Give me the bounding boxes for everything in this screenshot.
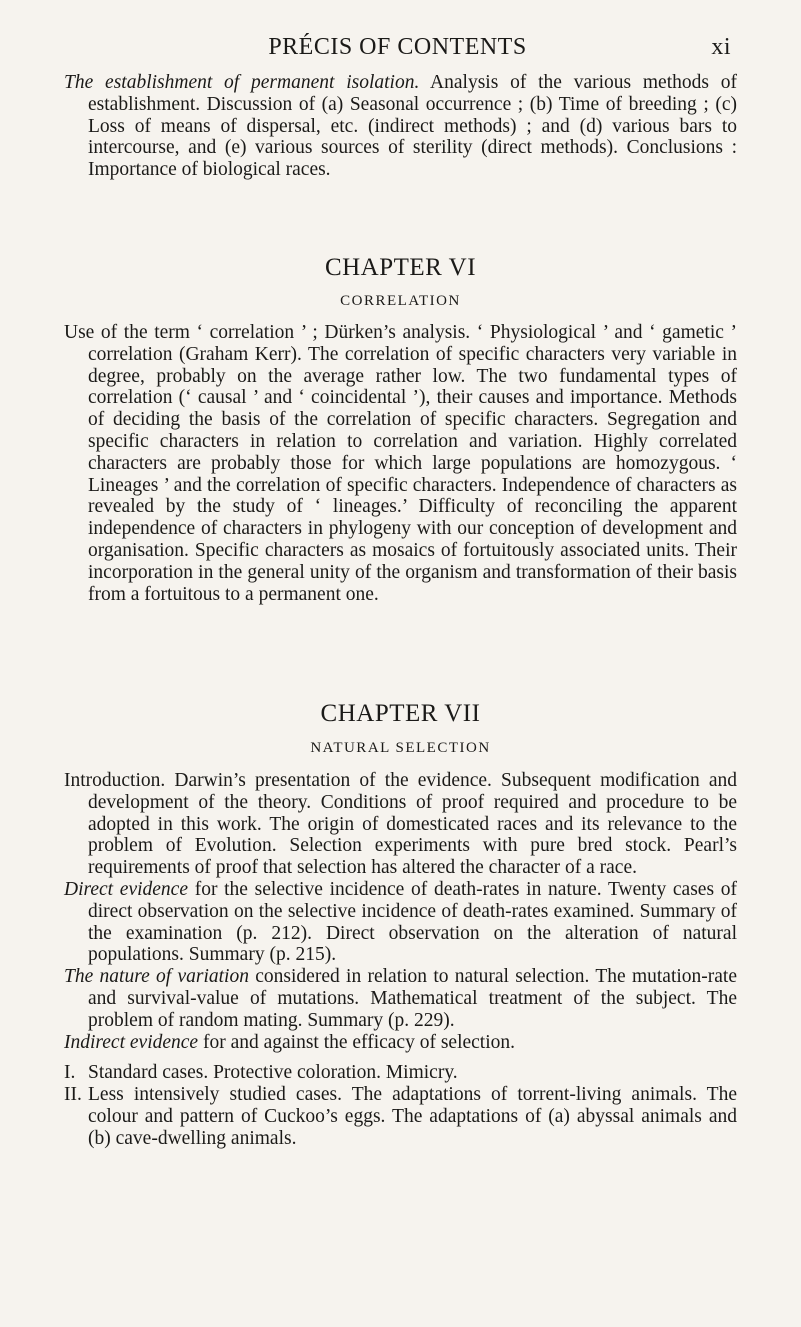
running-head <box>64 34 731 64</box>
direct-evidence-paragraph <box>64 879 737 966</box>
intro-paragraph <box>64 72 737 181</box>
chapter-7-title: CHAPTER VII <box>320 700 481 727</box>
chapter-6-paragraph: Use of the term ‘ correlation ’ ; Dürken’s analysis. ‘ Physiological ’ and ‘ gametic ’ correlation (Graham Kerr). The correlation of specific characters very variable in degree, probably on the average rather low. The two fundamental types of correlation (‘ causal ’ and ‘ coincidental ’), their causes and importance. Methods of deciding the basis of the correlation of specific characters. Segregation and specific characters in relation to correlation and variation. Highly correlated characters are probably those for which large populations are homozygous. ‘ Lineages ’ and the correlation of specific characters. Independence of characters as revealed by the study of ‘ lineages.’ Difficulty of reconciling the apparent independence of characters in phylogeny with our conception of development and organisation. Specific characters as mosaics of fortuitously associated units. Their incorporation in the general unity of the organism and transformation of their basis from a fortuitous to a permanent one. <box>64 322 737 605</box>
indirect-evidence-text: for and against the efficacy of selection. <box>198 1031 516 1053</box>
chapter-6-body <box>64 322 737 605</box>
list-item-number: II. <box>64 1084 82 1106</box>
variation-text: considered in relation to natural selection. The mutation-rate and survival-value of mutations. Mathematical treatment of the subject. The problem of random mating. Summary (p. 229). <box>88 966 737 1031</box>
chapter-7-subheading <box>64 740 737 757</box>
chapter-6-heading <box>64 254 737 282</box>
intro-text: Analysis of the various methods of establishment. Discussion of (a) Seasonal occurrence ; (b) Time of breeding ; (c) Loss of means of dispersal, etc. (indirect methods) ; and (d) various bars to intercourse, and (e) various sources of sterility (direct methods). Conclusions : Importance of biological races. <box>88 72 737 181</box>
list-item-text: Standard cases. Protective coloration. Mimicry. <box>88 1062 458 1084</box>
intro-lead: The establishment of permanent isolation. <box>64 72 420 93</box>
list-item <box>64 1084 737 1149</box>
list-item <box>64 1062 737 1084</box>
list-item-text: Less intensively studied cases. The adaptations of torrent-living animals. The colour and pattern of Cuckoo’s eggs. The adaptations of (a) abyssal animals and (b) cave-dwelling animals. <box>88 1084 737 1149</box>
chapter-7-subtitle: NATURAL SELECTION <box>310 740 491 756</box>
direct-evidence-text: for the selective incidence of death-rates in nature. Twenty cases of direct observation on the selective incidence of death-rates examined. Summary of the examination (p. 212). Direct observation on the alteration of natural populations. Summary (p. 215). <box>88 878 737 966</box>
chapter-7-body <box>64 770 737 1150</box>
chapter-7-intro: Introduction. Darwin’s presentation of the evidence. Subsequent modification and development of the theory. Conditions of proof required and procedure to be adopted in this work. The origin of domesticated races and its relevance to the problem of Evolution. Selection experiments with pure bred stock. Pearl’s requirements of proof that selection has altered the character of a race. <box>64 770 737 879</box>
chapter-6-title: CHAPTER VI <box>324 254 477 281</box>
running-head-title: PRÉCIS OF CONTENTS <box>268 34 527 60</box>
variation-paragraph <box>64 966 737 1031</box>
chapter-6-subtitle: CORRELATION <box>340 293 461 309</box>
intro-block <box>64 72 737 181</box>
direct-evidence-lead: Direct evidence <box>64 878 188 900</box>
indirect-evidence-paragraph <box>64 1032 737 1054</box>
evidence-list <box>64 1062 737 1149</box>
chapter-6-subheading <box>64 293 737 310</box>
chapter-7-heading <box>64 700 737 728</box>
list-item-number: I. <box>64 1062 76 1084</box>
page-number: xi <box>711 34 731 60</box>
variation-lead: The nature of variation <box>64 966 249 988</box>
indirect-evidence-lead: Indirect evidence <box>64 1031 199 1053</box>
